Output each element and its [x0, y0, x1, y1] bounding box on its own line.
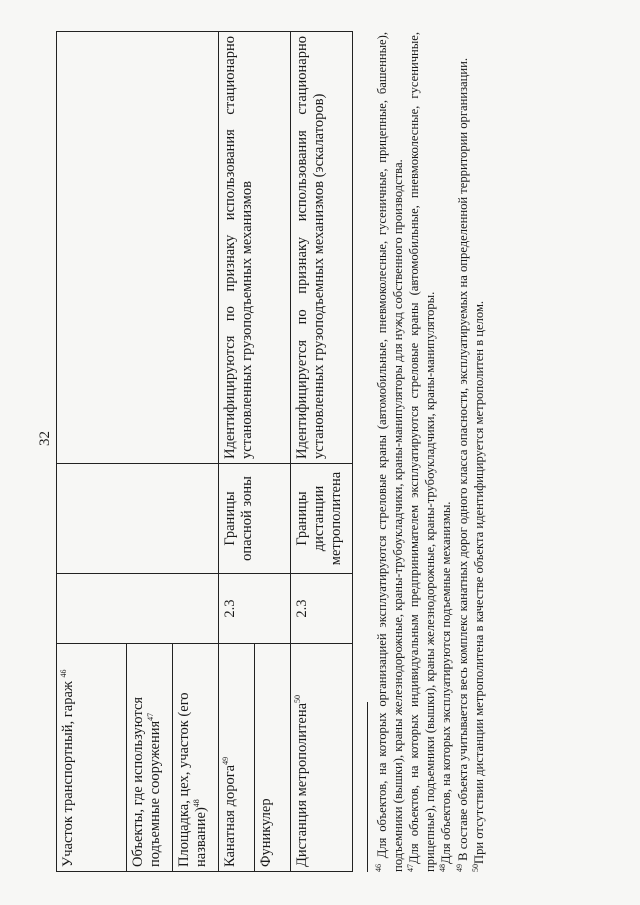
boundary-cell: Границы дистанции метрополитена	[291, 464, 353, 574]
footnote: $^{47}$Для объектов, на которых индивидуальным предпринимателем эксплуатируются стреловые краны (автомобильные, пневмоколесные, гусеничные, прицепные), подъемники (вышки), краны железнодорожные, краны-трубоукладчики, краны-манипуляторы.	[406, 32, 438, 872]
object-name-cell: Объекты, где используются подъемные сооружения$^{47}$	[127, 644, 173, 872]
footnotes	[374, 32, 487, 872]
object-name-cell: Фуникулер	[255, 644, 291, 872]
table-row	[219, 32, 255, 872]
footnote: $^{46}$ Для объектов, на которых организацией эксплуатируются стреловые краны (автомобильные, пневмоколесные, гусеничные, прицепные, башенные), подъемники (вышки), краны железнодорожные, краны-трубоукладчики, краны-манипуляторы для нужд собственного производства.	[373, 32, 406, 872]
footnote: $^{49}$ В составе объекта учитывается весь комплекс канатных дорог одного класса опасности, эксплуатируемых на определенной территории организации.	[454, 57, 470, 872]
criteria-cell: Идентифицируется по признаку использования стационарно установленных грузоподъемных механизмов (эскалаторов)	[291, 32, 353, 464]
criteria-cell	[57, 32, 219, 464]
object-name-cell: Участок транспортный, гараж $^{46}$	[57, 644, 127, 872]
hazard-objects-table	[56, 31, 353, 872]
criteria-cell: Идентифицируются по признаку использования стационарно установленных грузоподъемных механизмов	[219, 32, 291, 464]
hazard-code-cell	[57, 574, 219, 644]
object-name-cell: Канатная дорога$^{49}$	[219, 644, 255, 872]
boundary-cell: Границы опасной зоны	[219, 464, 291, 574]
rotated-page-content	[56, 32, 586, 872]
page-number: 32	[37, 431, 53, 446]
footnote: $^{50}$При отсутствии дистанции метрополитена в качестве объекта идентифицируется метрополитен в целом.	[470, 300, 486, 872]
footnote-divider	[367, 702, 368, 872]
hazard-code-cell: 2.3	[219, 574, 291, 644]
hazard-code-cell: 2.3	[291, 574, 353, 644]
table-row	[57, 32, 127, 872]
footnote: $^{48}$Для объектов, на которых эксплуатируются подъемные механизмы.	[438, 501, 454, 872]
table-row	[291, 32, 353, 872]
object-name-cell: Дистанция метрополитена$^{50}$	[291, 644, 353, 872]
object-name-cell: Площадка, цех, участок (его название)$^{48}$	[173, 644, 219, 872]
boundary-cell	[57, 464, 219, 574]
